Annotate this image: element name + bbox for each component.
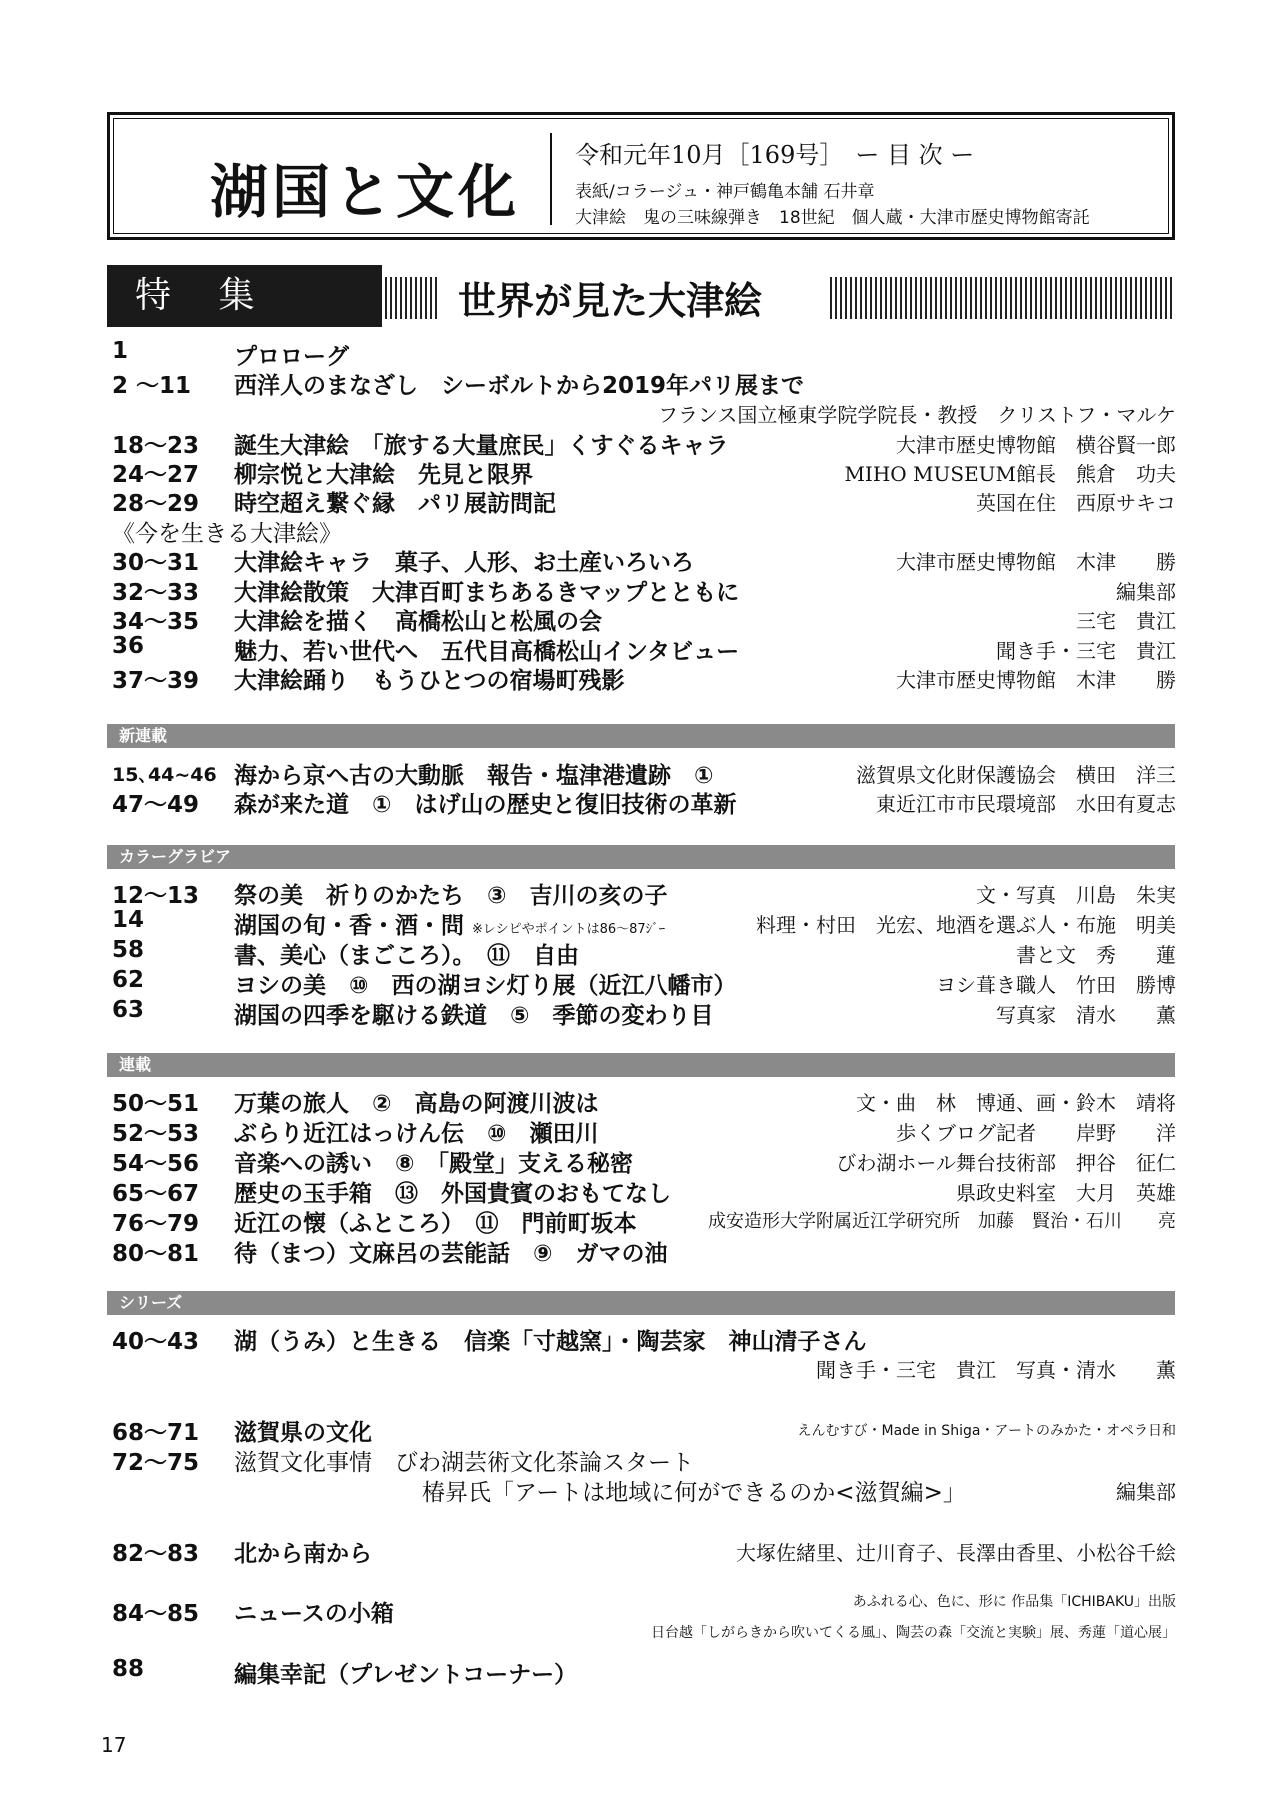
article-title: 祭の美 祈りのかたち ③ 吉川の亥の子 (234, 883, 668, 909)
stripe-decoration (830, 277, 1175, 319)
article-author: 成安造形大学附属近江学研究所 加藤 賢治・石川 亮 (708, 1211, 1176, 1232)
page-range: 32～33 (112, 580, 200, 606)
article-author: フランス国立極東学院学院長・教授 クリストフ・マルケ (658, 403, 1176, 427)
toc-row[interactable] (112, 485, 1176, 515)
toc-row[interactable] (112, 907, 1176, 937)
article-author: 文・曲 林 博通、画・鈴木 靖将 (856, 1091, 1176, 1115)
section-header-color-gravure: カラーグラビア (107, 845, 1175, 869)
feature-label: 特 集 (107, 265, 382, 327)
page-range: 18～23 (112, 433, 200, 459)
toc-row[interactable] (112, 1205, 1176, 1235)
toc-row[interactable] (112, 1145, 1176, 1175)
page-range: 34～35 (112, 609, 200, 635)
article-title: 湖（うみ）と生きる 信楽「寸越窯」・陶芸家 神山清子さん (234, 1329, 867, 1355)
toc-row[interactable] (112, 367, 1176, 397)
toc-row[interactable] (112, 967, 1176, 997)
article-title: 北から南から (234, 1541, 372, 1567)
toc-row[interactable] (112, 1085, 1176, 1115)
article-author: 文・写真 川島 朱実 (976, 883, 1176, 907)
section-header-new-series: 新連載 (107, 724, 1175, 748)
page-range: 58 (112, 937, 145, 963)
toc-row[interactable] (112, 757, 1176, 787)
toc-row[interactable] (112, 1444, 1176, 1474)
article-author: 編集部 (1116, 1480, 1176, 1504)
article-author: 大津市歴史博物館 横谷賢一郎 (896, 433, 1176, 457)
article-title: 待（まつ）文麻呂の芸能話 ⑨ ガマの油 (234, 1241, 668, 1267)
page-range: 84～85 (112, 1601, 200, 1627)
article-author: 大塚佐緒里、辻川育子、長澤由香里、小松谷千絵 (736, 1541, 1176, 1565)
page-range: 63 (112, 997, 145, 1023)
article-title: ぶらり近江はっけん伝 ⑩ 瀬田川 (234, 1121, 599, 1147)
toc-row[interactable] (112, 877, 1176, 907)
page-range: 30～31 (112, 550, 200, 576)
issue-line: 令和元年10月［169号］ ー 目 次 ー (575, 141, 975, 169)
article-title: 魅力、若い世代へ 五代目高橋松山インタビュー (234, 639, 740, 665)
toc-row[interactable] (112, 1656, 1176, 1686)
article-title: 湖国の四季を駆ける鉄道 ⑤ 季節の変わり目 (234, 1003, 714, 1029)
page-range: 28～29 (112, 491, 200, 517)
toc-row[interactable] (112, 456, 1176, 486)
toc-row (112, 1352, 1176, 1382)
section-header-series: 連載 (107, 1053, 1175, 1077)
article-author: 歩くブログ記者 岸野 洋 (896, 1121, 1176, 1145)
toc-row (112, 397, 1176, 427)
article-title: 森が来た道 ① はげ山の歴史と復旧技術の革新 (234, 792, 737, 818)
article-author: 大津市歴史博物館 木津 勝 (896, 550, 1176, 574)
page-range: 47～49 (112, 792, 200, 818)
toc-row[interactable] (112, 1115, 1176, 1145)
article-title: 大津絵踊り もうひとつの宿場町残影 (234, 668, 625, 694)
article-author: びわ湖ホール舞台技術部 押谷 征仁 (836, 1151, 1176, 1175)
article-author: あふれる心、色に、形に 作品集「ICHIBAKU」出版 (852, 1594, 1176, 1610)
toc-row[interactable] (112, 633, 1176, 663)
article-author: 料理・村田 光宏、地酒を選ぶ人・布施 明美 (756, 913, 1176, 937)
article-title: 誕生大津絵 「旅する大量庶民」くすぐるキャラ (234, 433, 729, 459)
page-range: 37～39 (112, 668, 200, 694)
article-author: 書と文 秀 蓮 (1016, 943, 1176, 967)
article-title: 万葉の旅人 ② 高島の阿渡川波は (234, 1091, 599, 1117)
article-title: 大津絵キャラ 菓子、人形、お土産いろいろ (234, 550, 694, 576)
article-author: 写真家 清水 薫 (996, 1003, 1176, 1027)
page-range: 82～83 (112, 1541, 200, 1567)
page-range: 1 (112, 338, 129, 364)
page-range: 80～81 (112, 1241, 200, 1267)
page-range: 54～56 (112, 1151, 200, 1177)
toc-row[interactable] (112, 662, 1176, 692)
toc-row (112, 1620, 1176, 1650)
article-author: 聞き手・三宅 貴江 写真・清水 薫 (816, 1358, 1176, 1382)
header-box (107, 112, 1175, 240)
toc-row[interactable] (112, 427, 1176, 457)
toc-row[interactable] (112, 1323, 1176, 1353)
toc-row (112, 1474, 1176, 1504)
page-range: 12～13 (112, 883, 200, 909)
article-title: 柳宗悦と大津絵 先見と限界 (234, 462, 533, 488)
article-author: 大津市歴史博物館 木津 勝 (896, 668, 1176, 692)
page-range: 14 (112, 907, 145, 933)
article-author: 県政史料室 大月 英雄 (956, 1181, 1176, 1205)
article-author: 東近江市市民環境部 水田有夏志 (876, 792, 1176, 816)
article-title: 時空超え繋ぐ縁 パリ展訪問記 (234, 491, 556, 517)
page-range: 36 (112, 633, 145, 659)
stripe-decoration (385, 277, 440, 319)
toc-row[interactable] (112, 786, 1176, 816)
page-range: 88 (112, 1656, 145, 1682)
article-title: ヨシの美 ⑩ 西の湖ヨシ灯り展（近江八幡市） (234, 973, 737, 999)
article-title: 歴史の玉手箱 ⑬ 外国貴賓のおもてなし (234, 1181, 671, 1207)
article-title: 大津絵を描く 高橋松山と松風の会 (234, 609, 602, 635)
magazine-logo: 湖国と文化 (210, 158, 521, 226)
toc-row[interactable] (112, 1535, 1176, 1565)
article-author: 編集部 (1116, 580, 1176, 604)
feature-title: 世界が見た大津絵 (458, 278, 763, 323)
article-author: えんむすび・Made in Shiga・アートのみかた・オペラ日和 (797, 1423, 1176, 1439)
article-title: 西洋人のまなざし シーボルトから2019年パリ展まで (234, 373, 805, 399)
section-header-series-special: シリーズ (107, 1291, 1175, 1315)
page-range: 52～53 (112, 1121, 200, 1147)
article-author: 日台越「しがらきから吹いてくる風」、陶芸の森「交流と実験」展、秀蓮「道心展」 (651, 1625, 1176, 1641)
cover-credit-2: 大津絵 鬼の三味線弾き 18世紀 個人蔵・大津市歴史博物館寄託 (575, 208, 1090, 228)
page-range: 68～71 (112, 1420, 200, 1446)
header-divider (550, 133, 552, 225)
toc-row[interactable] (112, 574, 1176, 604)
toc-row[interactable] (112, 1235, 1176, 1265)
article-title: 音楽への誘い ⑧ 「殿堂」支える秘密 (234, 1151, 633, 1177)
article-author: 聞き手・三宅 貴江 (996, 639, 1176, 663)
article-author: ヨシ葺き職人 竹田 勝博 (936, 973, 1176, 997)
cover-credit-1: 表紙/コラージュ・神戸鶴亀本舗 石井章 (575, 182, 875, 202)
article-title: 編集幸記（プレゼントコーナー） (234, 1662, 578, 1688)
toc-row[interactable] (112, 603, 1176, 633)
toc-row[interactable] (112, 937, 1176, 967)
article-title: 大津絵散策 大津百町まちあるきマップとともに (234, 580, 740, 606)
page-range: 15､44~46 (112, 764, 217, 786)
article-title: ニュースの小箱 (234, 1601, 394, 1627)
page-range: 50～51 (112, 1091, 200, 1117)
toc-row[interactable] (112, 997, 1176, 1027)
article-title: 滋賀文化事情 びわ湖芸術文化茶論スタート (234, 1450, 694, 1476)
article-note: ※レシピやポイントは86～87ｼﾞｰ (472, 922, 666, 937)
toc-row[interactable] (112, 544, 1176, 574)
subheading: 《今を生きる大津絵》 (112, 521, 342, 547)
toc-row[interactable] (112, 338, 1176, 368)
article-title: 海から京へ古の大動脈 報告・塩津港遺跡 ① (234, 763, 714, 789)
page-range: 2 ～11 (112, 373, 192, 399)
page-range: 24～27 (112, 462, 200, 488)
article-author: MIHO MUSEUM館長 熊倉 功夫 (844, 462, 1176, 486)
toc-row[interactable] (112, 1414, 1176, 1444)
page-number: 17 (101, 1733, 127, 1757)
article-title: 近江の懐（ふところ） ⑪ 門前町坂本 (234, 1211, 637, 1237)
page-range: 72～75 (112, 1450, 200, 1476)
article-title: 湖国の旬・香・酒・問 (234, 913, 464, 939)
article-author: 三宅 貴江 (1076, 609, 1176, 633)
page-range: 62 (112, 967, 145, 993)
article-author: 英国在住 西原サキコ (976, 491, 1176, 515)
toc-subheading (112, 515, 1176, 545)
article-title: 椿昇氏「アートは地域に何ができるのか<滋賀編>」 (422, 1480, 966, 1506)
page-range: 76～79 (112, 1211, 200, 1237)
article-title: 書、美心（まごころ）。 ⑪ 自由 (234, 943, 579, 969)
page-range: 40～43 (112, 1329, 200, 1355)
toc-row[interactable] (112, 1175, 1176, 1205)
article-author: 滋賀県文化財保護協会 横田 洋三 (856, 763, 1176, 787)
article-title: プロローグ (234, 344, 349, 370)
article-title: 滋賀県の文化 (234, 1420, 372, 1446)
page-range: 65～67 (112, 1181, 200, 1207)
